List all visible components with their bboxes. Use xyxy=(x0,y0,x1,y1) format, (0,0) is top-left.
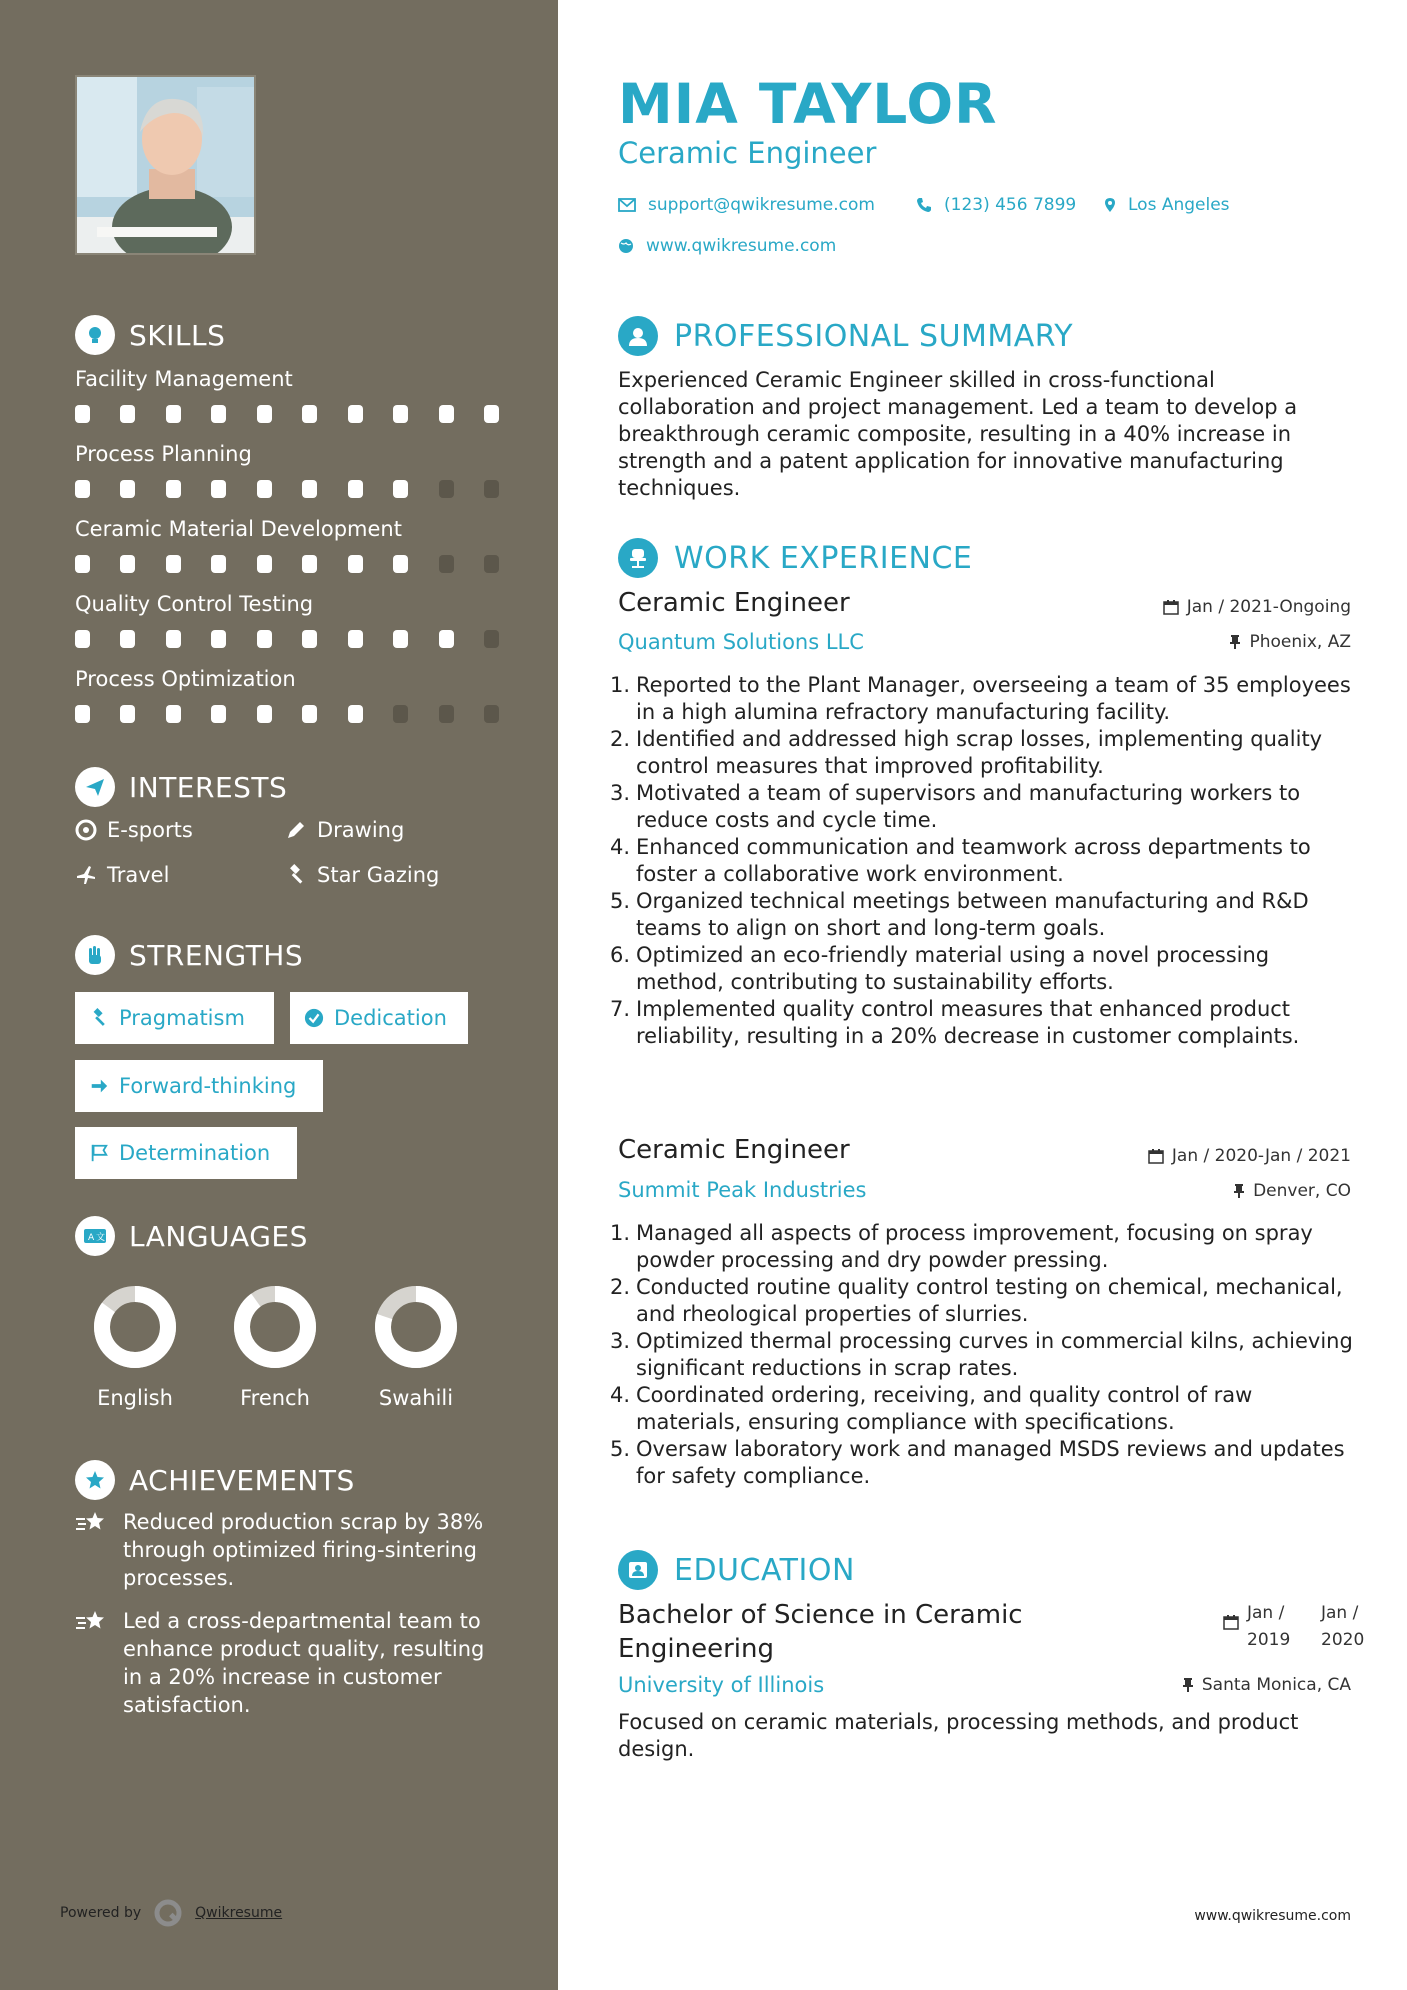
contact-email[interactable] xyxy=(618,195,875,215)
arrow-right-icon xyxy=(89,1076,109,1096)
check-circle-icon xyxy=(304,1008,324,1028)
skill-item xyxy=(75,592,505,648)
strength-label: Forward-thinking xyxy=(119,1074,297,1098)
skill-item xyxy=(75,517,505,573)
skill-dot-filled xyxy=(439,405,454,423)
contact-phone[interactable] xyxy=(916,195,1076,215)
education-end-text: Jan / 2020 xyxy=(1321,1603,1365,1650)
bullet-text: Conducted routine quality control testing on chemical, mechanical, and rheological properties of slurries. xyxy=(636,1275,1343,1326)
skill-dot-filled xyxy=(166,480,181,498)
bullet-number: 2. xyxy=(610,727,631,751)
job-bullets xyxy=(610,672,1358,1050)
job-location xyxy=(1229,632,1351,652)
job-bullet xyxy=(610,726,1358,780)
skill-rating xyxy=(75,555,499,573)
calendar-icon xyxy=(1223,1614,1239,1630)
qwikresume-logo-icon xyxy=(153,1898,183,1928)
skill-label: Process Planning xyxy=(75,442,252,466)
hand-icon xyxy=(75,935,115,975)
job-bullet xyxy=(610,780,1358,834)
skill-dot-filled xyxy=(484,405,499,423)
skills-title: SKILLS xyxy=(129,318,226,352)
skill-rating xyxy=(75,705,499,723)
map-marker-icon xyxy=(1104,197,1116,213)
company-name: Quantum Solutions LLC xyxy=(618,630,864,654)
powered-by-label: Powered by xyxy=(60,1905,142,1921)
job-bullet xyxy=(610,834,1358,888)
interests-title: INTERESTS xyxy=(129,770,288,804)
skill-dot-filled xyxy=(393,630,408,648)
svg-text:文: 文 xyxy=(96,1233,106,1243)
strength-chip xyxy=(75,992,274,1044)
strength-chip xyxy=(290,992,468,1044)
strength-label: Pragmatism xyxy=(119,1006,245,1030)
strengths-heading xyxy=(75,935,303,975)
experience-title: WORK EXPERIENCE xyxy=(674,540,973,576)
bullet-number: 3. xyxy=(610,781,631,805)
achievement-text: Reduced production scrap by 38% through optimized firing-sintering processes. xyxy=(123,1510,484,1590)
user-icon xyxy=(618,316,658,356)
job-location xyxy=(1233,1181,1351,1201)
skill-dot-filled xyxy=(257,705,272,723)
language-icon xyxy=(75,1216,115,1256)
bullet-number: 7. xyxy=(610,997,631,1021)
skill-dot-filled xyxy=(211,480,226,498)
skill-dot-empty xyxy=(439,480,454,498)
plane-icon xyxy=(75,864,97,886)
powered-by-brand-link[interactable]: Qwikresume xyxy=(195,1905,283,1921)
bullet-text: Reported to the Plant Manager, overseeing a team of 35 employees in a high alumina refractory manufacturing facility. xyxy=(636,673,1351,724)
skill-dot-filled xyxy=(257,555,272,573)
skill-dot-empty xyxy=(484,555,499,573)
location-text: Los Angeles xyxy=(1128,195,1230,215)
language-label: French xyxy=(240,1386,310,1410)
pushpin-icon xyxy=(1229,634,1241,650)
lightbulb-icon xyxy=(75,315,115,355)
profile-photo xyxy=(75,75,256,255)
languages-title: LANGUAGES xyxy=(129,1219,308,1253)
skill-item xyxy=(75,667,505,723)
job-dates xyxy=(1148,1146,1351,1166)
skills-heading xyxy=(75,315,225,355)
job-bullet xyxy=(610,996,1358,1050)
skill-dot-empty xyxy=(439,555,454,573)
skill-dot-filled xyxy=(166,555,181,573)
language-donut xyxy=(90,1282,180,1372)
interest-label: E-sports xyxy=(107,818,193,842)
skill-label: Process Optimization xyxy=(75,667,296,691)
star-icon xyxy=(75,1460,115,1500)
achievement-item xyxy=(75,1607,505,1719)
education-start-text: Jan / 2019 xyxy=(1247,1603,1291,1650)
education-description: Focused on ceramic materials, processing methods, and product design. xyxy=(618,1710,1299,1761)
language-item xyxy=(205,1282,345,1410)
summary-title: PROFESSIONAL SUMMARY xyxy=(674,318,1074,354)
skill-dot-filled xyxy=(348,705,363,723)
skill-dot-filled xyxy=(348,480,363,498)
skill-dot-empty xyxy=(439,705,454,723)
bullet-number: 4. xyxy=(610,835,631,859)
education-title: EDUCATION xyxy=(674,1552,855,1588)
interest-label: Star Gazing xyxy=(317,863,440,887)
skill-dot-filled xyxy=(120,705,135,723)
candidate-name: MIA TAYLOR xyxy=(618,72,998,136)
skill-dot-filled xyxy=(166,630,181,648)
job-bullet xyxy=(610,888,1358,942)
achievements-heading xyxy=(75,1460,355,1500)
skill-dot-filled xyxy=(393,555,408,573)
interest-item xyxy=(285,863,439,887)
powered-by xyxy=(60,1898,282,1928)
job-title: Ceramic Engineer xyxy=(618,1135,850,1165)
shooting-star-icon xyxy=(75,1510,109,1536)
skill-dot-filled xyxy=(75,705,90,723)
strength-chip xyxy=(75,1127,297,1179)
skill-label: Ceramic Material Development xyxy=(75,517,402,541)
skill-dot-filled xyxy=(75,480,90,498)
skill-dot-filled xyxy=(348,555,363,573)
bullet-text: Organized technical meetings between manufacturing and R&D teams to align on short and long-term goals. xyxy=(636,889,1309,940)
bullet-text: Oversaw laboratory work and managed MSDS reviews and updates for safety compliance. xyxy=(636,1437,1345,1488)
bullet-number: 5. xyxy=(610,889,631,913)
skill-rating xyxy=(75,480,499,498)
skill-dot-filled xyxy=(120,405,135,423)
skill-dot-filled xyxy=(166,405,181,423)
language-ring-fill xyxy=(242,1294,308,1360)
bullet-number: 1. xyxy=(610,673,631,697)
skill-dot-filled xyxy=(211,555,226,573)
skill-dot-filled xyxy=(120,555,135,573)
job-title: Ceramic Engineer xyxy=(618,588,850,618)
skill-rating xyxy=(75,630,499,648)
education-start xyxy=(1223,1600,1295,1654)
bullet-number: 3. xyxy=(610,1329,631,1353)
calendar-icon xyxy=(1163,599,1179,615)
job-location-text: Phoenix, AZ xyxy=(1249,632,1351,652)
skill-dot-filled xyxy=(75,405,90,423)
languages-heading xyxy=(75,1216,308,1256)
office-chair-icon xyxy=(618,538,658,578)
skill-dot-filled xyxy=(348,630,363,648)
achievements-title: ACHIEVEMENTS xyxy=(129,1463,355,1497)
skill-rating xyxy=(75,405,499,423)
school-name: University of Illinois xyxy=(618,1673,825,1697)
achievement-text: Led a cross-departmental team to enhance product quality, resulting in a 20% increase in customer satisfaction. xyxy=(123,1609,485,1717)
skill-dot-filled xyxy=(302,555,317,573)
strength-label: Dedication xyxy=(334,1006,447,1030)
skill-dot-filled xyxy=(348,405,363,423)
skill-dot-filled xyxy=(302,405,317,423)
language-label: English xyxy=(97,1386,173,1410)
skill-dot-filled xyxy=(393,405,408,423)
pencil-icon xyxy=(285,819,307,841)
skill-label: Facility Management xyxy=(75,367,293,391)
summary-heading xyxy=(618,316,1073,356)
bullet-text: Motivated a team of supervisors and manufacturing workers to reduce costs and cycle time. xyxy=(636,781,1301,832)
job-bullet xyxy=(610,942,1358,996)
skill-dot-filled xyxy=(302,630,317,648)
skill-item xyxy=(75,442,505,498)
main-content xyxy=(558,0,1407,1990)
candidate-role: Ceramic Engineer xyxy=(618,136,877,170)
skill-dot-filled xyxy=(120,630,135,648)
job-bullet xyxy=(610,1328,1358,1382)
bullet-number: 5. xyxy=(610,1437,631,1461)
strength-label: Determination xyxy=(119,1141,271,1165)
skill-dot-empty xyxy=(484,630,499,648)
phone-icon xyxy=(916,197,932,213)
bullet-number: 4. xyxy=(610,1383,631,1407)
job-location-text: Denver, CO xyxy=(1253,1181,1351,1201)
skill-dot-filled xyxy=(393,480,408,498)
skill-dot-empty xyxy=(484,705,499,723)
bullet-text: Optimized an eco-friendly material using a novel processing method, contributing to sustainability efforts. xyxy=(636,943,1270,994)
interest-label: Travel xyxy=(107,863,170,887)
experience-heading xyxy=(618,538,972,578)
bullet-number: 1. xyxy=(610,1221,631,1245)
interest-label: Drawing xyxy=(317,818,405,842)
flag-icon xyxy=(89,1143,109,1163)
bullet-text: Enhanced communication and teamwork across departments to foster a collaborative work environment. xyxy=(636,835,1311,886)
company-name: Summit Peak Industries xyxy=(618,1178,867,1202)
language-label: Swahili xyxy=(378,1386,454,1410)
bullet-text: Identified and addressed high scrap losses, implementing quality control measures that improved profitability. xyxy=(636,727,1323,778)
job-bullet xyxy=(610,672,1358,726)
degree-title: Bachelor of Science in Ceramic Engineering xyxy=(618,1600,1023,1664)
language-donut xyxy=(230,1282,320,1372)
email-text: support@qwikresume.com xyxy=(648,195,875,215)
language-item xyxy=(65,1282,205,1410)
skill-dot-filled xyxy=(211,405,226,423)
education-end xyxy=(1321,1600,1377,1654)
interest-item xyxy=(285,818,404,842)
education-location-text: Santa Monica, CA xyxy=(1201,1675,1351,1695)
skill-dot-filled xyxy=(120,480,135,498)
bullet-text: Implemented quality control measures that enhanced product reliability, resulting in a 20% decrease in customer complaints. xyxy=(636,997,1300,1048)
language-donut xyxy=(371,1282,461,1372)
bullet-text: Optimized thermal processing curves in commercial kilns, achieving significant reductions in scrap rates. xyxy=(636,1329,1353,1380)
job-bullet xyxy=(610,1274,1358,1328)
skill-dot-empty xyxy=(484,480,499,498)
skill-dot-filled xyxy=(75,555,90,573)
skill-dot-filled xyxy=(257,405,272,423)
skill-dot-filled xyxy=(302,480,317,498)
contact-website[interactable] xyxy=(618,236,836,256)
gavel-icon xyxy=(285,864,307,886)
bullet-number: 2. xyxy=(610,1275,631,1299)
footer-website[interactable]: www.qwikresume.com xyxy=(1194,1908,1351,1924)
shooting-star-icon xyxy=(75,1609,109,1635)
job-bullets xyxy=(610,1220,1358,1490)
bullet-text: Managed all aspects of process improvement, focusing on spray powder processing and dry powder pressing. xyxy=(636,1221,1313,1272)
calendar-icon xyxy=(1148,1148,1164,1164)
skill-dot-filled xyxy=(439,630,454,648)
envelope-icon xyxy=(618,198,636,212)
skill-dot-filled xyxy=(302,705,317,723)
job-bullet xyxy=(610,1220,1358,1274)
achievement-item xyxy=(75,1508,505,1592)
job-bullet xyxy=(610,1382,1358,1436)
skill-dot-filled xyxy=(257,630,272,648)
globe-icon xyxy=(618,238,634,254)
bullet-number: 6. xyxy=(610,943,631,967)
skill-label: Quality Control Testing xyxy=(75,592,314,616)
job-dates-text: Jan / 2020-Jan / 2021 xyxy=(1171,1146,1351,1166)
website-text: www.qwikresume.com xyxy=(646,236,837,256)
skill-dot-empty xyxy=(393,705,408,723)
pushpin-icon xyxy=(1182,1677,1194,1693)
skill-dot-filled xyxy=(211,705,226,723)
skill-item xyxy=(75,367,505,423)
skill-dot-filled xyxy=(257,480,272,498)
gavel-icon xyxy=(89,1008,109,1028)
job-bullet xyxy=(610,1436,1358,1490)
strengths-title: STRENGTHS xyxy=(129,938,304,972)
svg-text:A: A xyxy=(88,1233,95,1243)
job-dates-text: Jan / 2021-Ongoing xyxy=(1186,597,1351,617)
contact-location xyxy=(1104,195,1230,215)
phone-text: (123) 456 7899 xyxy=(944,195,1077,215)
interests-heading xyxy=(75,767,287,807)
education-heading xyxy=(618,1550,855,1590)
skill-dot-filled xyxy=(166,705,181,723)
job-dates xyxy=(1163,597,1351,617)
language-item xyxy=(346,1282,486,1410)
strength-chip xyxy=(75,1060,323,1112)
graduate-icon xyxy=(618,1550,658,1590)
interest-item xyxy=(75,818,193,842)
sidebar xyxy=(0,0,558,1990)
bullet-text: Coordinated ordering, receiving, and quality control of raw materials, ensuring compliance with specifications. xyxy=(636,1383,1253,1434)
education-location xyxy=(1182,1675,1351,1695)
skill-dot-filled xyxy=(211,630,226,648)
gamepad-icon xyxy=(75,819,97,841)
pushpin-icon xyxy=(1233,1183,1245,1199)
interest-item xyxy=(75,863,169,887)
summary-text: Experienced Ceramic Engineer skilled in cross-functional collaboration and project management. Led a team to develop a breakthrough ceramic composite, resulting in a 40% increase in strength and a patent application for innovative manufacturing techniques. xyxy=(618,368,1298,500)
paper-plane-icon xyxy=(75,767,115,807)
skill-dot-filled xyxy=(75,630,90,648)
